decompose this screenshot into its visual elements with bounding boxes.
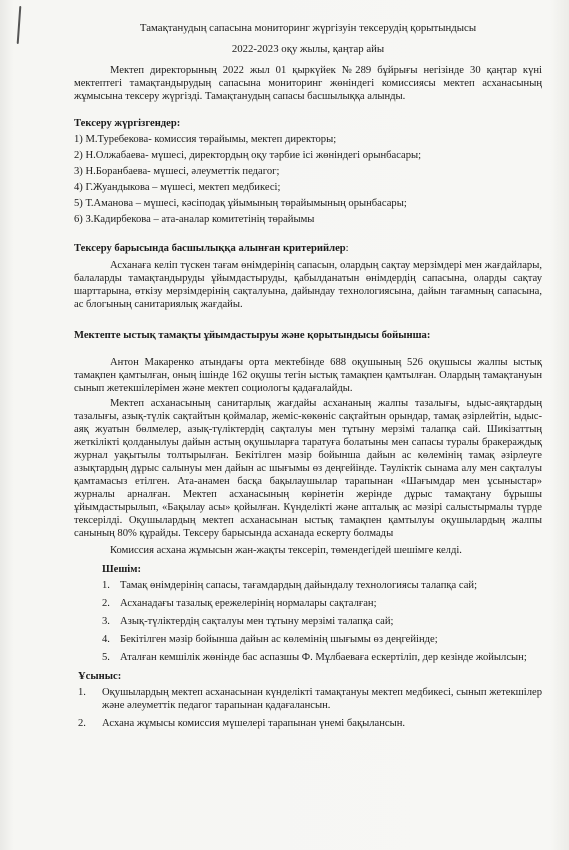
criteria-colon: :: [345, 243, 349, 254]
proposal-num: 2.: [78, 718, 86, 729]
document-title: Тамақтанудың сапасына мониторинг жүргізуін тексерудің қорытындысы: [139, 22, 477, 34]
criteria-heading-line: [74, 242, 542, 255]
inspectors-list: [74, 133, 542, 226]
inspector-item: 5) Т.Аманова – мүшесі, кәсіподақ ұйымының төрайымының орынбасары;: [74, 198, 407, 209]
document-subtitle: 2022-2023 оқу жылы, қаңтар айы: [231, 43, 385, 55]
document-body: [74, 22, 542, 735]
inspectors-heading: Тексеру жүргізгендер:: [74, 118, 181, 129]
decision-list: [102, 579, 542, 664]
section-heading: Мектепте ыстық тамақты ұйымдастыруы және қорытындысы бойынша:: [74, 330, 431, 341]
decision-num: 4.: [102, 634, 110, 645]
decision-text: Аталған кемшілік жөнінде бас аспазшы Ф. Мұлбаеваға ескертіліп, дер кезінде жойылсын;: [120, 652, 527, 663]
intro-paragraph: Мектеп директорының 2022 жыл 01 қыркүйек №289 бұйрығы негізінде 30 қаңтар күні мектептегі тамақтандырудың сапасына мониторинг жөніндегі комиссиясы мектеп асханасының жұмысына тексеру жүргізді. Тамақтанудың сапасы басшылыққа алынды.: [74, 65, 542, 102]
decision-item: [102, 651, 542, 664]
inspector-item: 4) Г.Жуандыкова – мүшесі, мектеп медбикесі;: [74, 182, 281, 193]
section-paragraph-3: Комиссия асхана жұмысын жан-жақты тексеріп, төмендегідей шешімге келді.: [110, 545, 462, 556]
decision-block: [102, 563, 542, 664]
proposal-text: Асхана жұмысы комиссия мүшелері тарапынан үнемі бақылансын.: [102, 718, 406, 729]
decision-item: [102, 615, 542, 628]
proposal-item: [78, 686, 542, 712]
decision-item: [102, 579, 542, 592]
criteria-heading: Тексеру барысында басшылыққа алынған критерийлер: [74, 243, 346, 254]
inspector-item: 1) М.Туребекова- комиссия төрайымы, мектеп директоры;: [74, 134, 337, 145]
decision-num: 2.: [102, 598, 110, 609]
decision-text: Бекітілген мәзір бойынша дайын ас көлемінің шығымы өз деңгейінде;: [120, 634, 438, 645]
decision-item: [102, 597, 542, 610]
criteria-paragraph: Асханаға келіп түскен тағам өнімдерінің сапасын, олардың сақтау мерзімдері мен жағдайлары, балаларды тамақтандыруды ұйымдастыруды, қабылданатын өнімдердің сапасына, оларды сақтау шарттарына, өткізу мерзімдерінің сақталуына, дайындау технологиясына, дайын тағамның сапасына, ас блогының санитариялық жағдайы.: [74, 260, 542, 310]
proposal-list: [78, 686, 542, 730]
decision-num: 5.: [102, 652, 110, 663]
inspector-item: 2) Н.Олжабаева- мүшесі, директордың оқу тәрбие ісі жөніндегі орынбасары;: [74, 150, 422, 161]
decision-num: 3.: [102, 616, 110, 627]
decision-num: 1.: [102, 580, 110, 591]
decision-text: Тамақ өнімдерінің сапасы, тағамдардың дайындалу технологиясы талапқа сай;: [120, 580, 478, 591]
decision-item: [102, 633, 542, 646]
proposal-item: [78, 717, 542, 730]
inspector-item: 3) Н.Боранбаева- мүшесі, әлеуметтік педагог;: [74, 166, 280, 177]
proposal-text: Оқушылардың мектеп асханасынан күнделікті тамақтануы мектеп медбикесі, сынып жетекшілер және әлеуметтік педагог тарапынан қадағалансын.: [102, 687, 542, 711]
pen-mark: [17, 6, 22, 44]
decision-text: Асханадағы тазалық ережелерінің нормалары сақталған;: [120, 598, 377, 609]
section-paragraph-1: Антон Макаренко атындағы орта мектебінде 688 оқушының 526 оқушысы жалпы ыстық тамақпен қамтылған, оның ішінде 162 оқушы тегін ыстық тамақпен қамтылған. Олардың тамақтануын сынып жетекшілерімен және мектеп социологы қадағалайды.: [74, 357, 542, 394]
proposal-num: 1.: [78, 687, 86, 698]
decision-heading: Шешім:: [102, 564, 141, 575]
inspector-item: 6) З.Кадирбекова – ата-аналар комитетінің төрайымы: [74, 214, 315, 225]
decision-text: Азық-түліктердің сақталуы мен тұтыну мерзімі талапқа сай;: [120, 616, 394, 627]
proposal-heading: Ұсыныс:: [78, 671, 122, 682]
section-paragraph-2: Мектеп асханасының санитарлық жағдайы асхананың жалпы тазалығы, ыдыс-аяқтардың тазалығы, азық-түлік сақтайтын қоймалар, жеміс-көкөніс сақтайтын орындар, тамақ әзірлейтін, ыдыс-аяқ жуатын бөлмелер, азық-түліктердің сақталуы мен тұтыну мерзімі талапқа сай. Шикізаттың жеткілікті қолданылуы дайын астың оқушыларға таратуға болатыны мен сапасы туралы бракераждық журнал уақытылы толтырылған. Бекітілген мәзір бойынша дайын ас көлемінің тамақ әзірлеуге азықтардың дұрыс салынуы мен дайын ас шығымы өз деңгейінде. Тәуліктік сынама алу мен сақталуы қамтамасыз етілген. Ата-анамен басқа бақылаушылар тарапынан «Шағымдар мен ұсыныстар» журналы арналған. Мектеп асханасының көрінетін жерінде дұрыс тамақтану бұрышы ұйымдастырылып, «Бақылау асы» қойылған. Күнделікті және апталық ас мәзірі салыстырмалы түрде тексерілді. Оқушылардың мектеп асханасынан ыстық тамақпен қамтылуы оқушылардың жалпы санының 80% құрайды. Тексеру барысында асханада ескерту болмады: [74, 398, 542, 539]
